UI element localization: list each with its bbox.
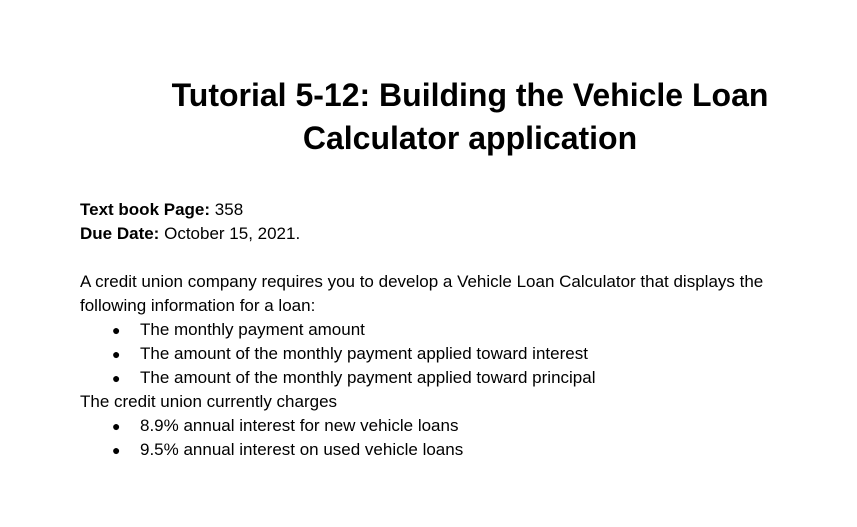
interest-rate-list [80, 414, 840, 462]
list-item [80, 438, 840, 462]
bullet-icon: ● [112, 442, 121, 458]
assignment-meta [80, 198, 300, 246]
textbook-page-label: Text book Page: [80, 200, 211, 219]
list-item [80, 366, 840, 390]
intro-line-2: following information for a loan: [80, 296, 316, 315]
list-item-text: 8.9% annual interest for new vehicle loans [140, 416, 459, 435]
title-line-2: Calculator application [302, 120, 638, 156]
page-title [140, 74, 800, 160]
list-item [80, 318, 840, 342]
list-item-text: The monthly payment amount [140, 320, 365, 339]
textbook-page-line [80, 198, 300, 222]
bullet-icon: ● [112, 322, 121, 338]
list-item-text: 9.5% annual interest on used vehicle loans [140, 440, 464, 459]
intro-line-1: A credit union company requires you to develop a Vehicle Loan Calculator that displays the [80, 272, 764, 291]
title-line-1: Tutorial 5-12: Building the Vehicle Loan [171, 77, 769, 113]
list-item-text: The amount of the monthly payment applied toward interest [140, 344, 588, 363]
due-date-value: October 15, 2021. [164, 224, 301, 243]
charges-intro: The credit union currently charges [80, 392, 338, 411]
intro-paragraph [80, 270, 840, 318]
assignment-description [80, 270, 840, 462]
bullet-icon: ● [112, 370, 121, 386]
loan-info-list [80, 318, 840, 390]
due-date-label: Due Date: [80, 224, 160, 243]
bullet-icon: ● [112, 418, 121, 434]
textbook-page-value: 358 [214, 200, 244, 219]
list-item-text: The amount of the monthly payment applied toward principal [140, 368, 596, 387]
list-item [80, 414, 840, 438]
due-date-line [80, 222, 300, 246]
list-item [80, 342, 840, 366]
bullet-icon: ● [112, 346, 121, 362]
